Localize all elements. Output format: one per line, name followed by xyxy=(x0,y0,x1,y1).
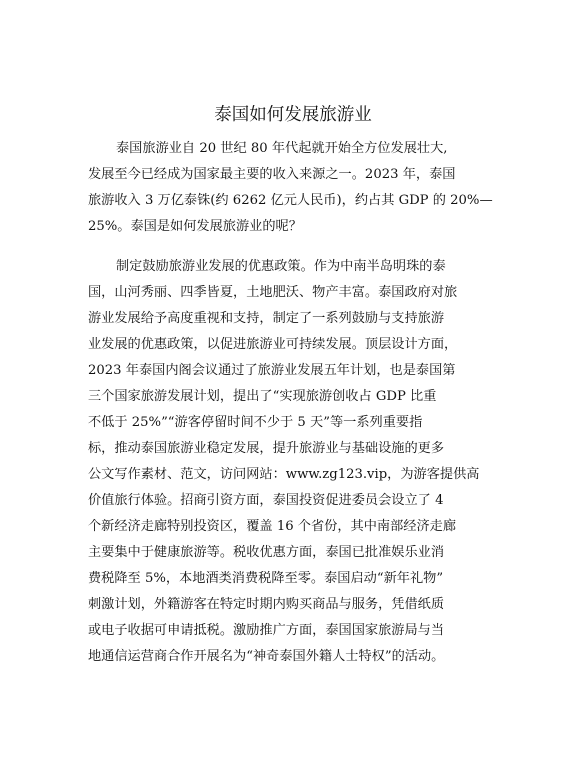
paragraph-2-line-10: 价值旅行体验。招商引资方面，泰国投资促进委员会设立了 4 xyxy=(88,493,444,508)
paragraph-2-line-11: 个新经济走廊特别投资区，覆盖 16 个省份，其中南部经济走廊 xyxy=(88,519,457,534)
paragraph-2-line-8: 标，推动泰国旅游业稳定发展，提升旅游业与基础设施的更多 xyxy=(88,441,445,456)
paragraph-2-line-15: 或电子收据可申请抵税。激励推广方面，泰国国家旅游局与当 xyxy=(88,623,445,638)
paragraph-2-line-6: 三个国家旅游发展计划，提出了“实现旅游创收占 GDP 比重 xyxy=(88,389,437,404)
paragraph-2-line-5: 2023 年泰国内阁会议通过了旅游业发展五年计划，也是泰国第 xyxy=(88,363,456,378)
paragraph-1-line-4: 25%。泰国是如何发展旅游业的呢？ xyxy=(88,219,302,234)
paragraph-1-line-1: 泰国旅游业自 20 世纪 80 年代起就开始全方位发展壮大, xyxy=(116,141,448,156)
paragraph-2-line-16: 地通信运营商合作开展名为“神奇泰国外籍人士特权”的活动。 xyxy=(88,649,445,664)
paragraph-2-line-12: 主要集中于健康旅游等。税收优惠方面，泰国已批准娱乐业消 xyxy=(88,545,445,560)
paragraph-2-line-1: 制定鼓励旅游业发展的优惠政策。作为中南半岛明珠的泰 xyxy=(116,259,446,274)
paragraph-1-line-3: 旅游收入 3 万亿泰铢(约 6262 亿元人民币)，约占其 GDP 的 20%— xyxy=(88,193,493,208)
paragraph-2-line-9: 公文写作素材、范文，访问网站：www.zg123.vip，为游客提供高 xyxy=(88,467,480,482)
paragraph-2-line-14: 刺激计划，外籍游客在特定时期内购买商品与服务，凭借纸质 xyxy=(88,597,445,612)
paragraph-2-line-2: 国，山河秀丽、四季皆夏，土地肥沃、物产丰富。泰国政府对旅 xyxy=(88,285,458,300)
paragraph-2-line-13: 费税降至 5%，本地酒类消费税降至零。泰国启动“新年礼物” xyxy=(88,571,444,586)
paragraph-2-line-3: 游业发展给予高度重视和支持，制定了一系列鼓励与支持旅游 xyxy=(88,311,445,326)
paragraph-1-line-2: 发展至今已经成为国家最主要的收入来源之一。2023 年，泰国 xyxy=(88,167,456,182)
paragraph-2-line-4: 业发展的优惠政策，以促进旅游业可持续发展。顶层设计方面， xyxy=(88,337,458,352)
document-title: 泰国如何发展旅游业 xyxy=(214,105,372,125)
paragraph-2-line-7: 不低于 25%”“游客停留时间不少于 5 天”等一系列重要指 xyxy=(88,415,423,430)
